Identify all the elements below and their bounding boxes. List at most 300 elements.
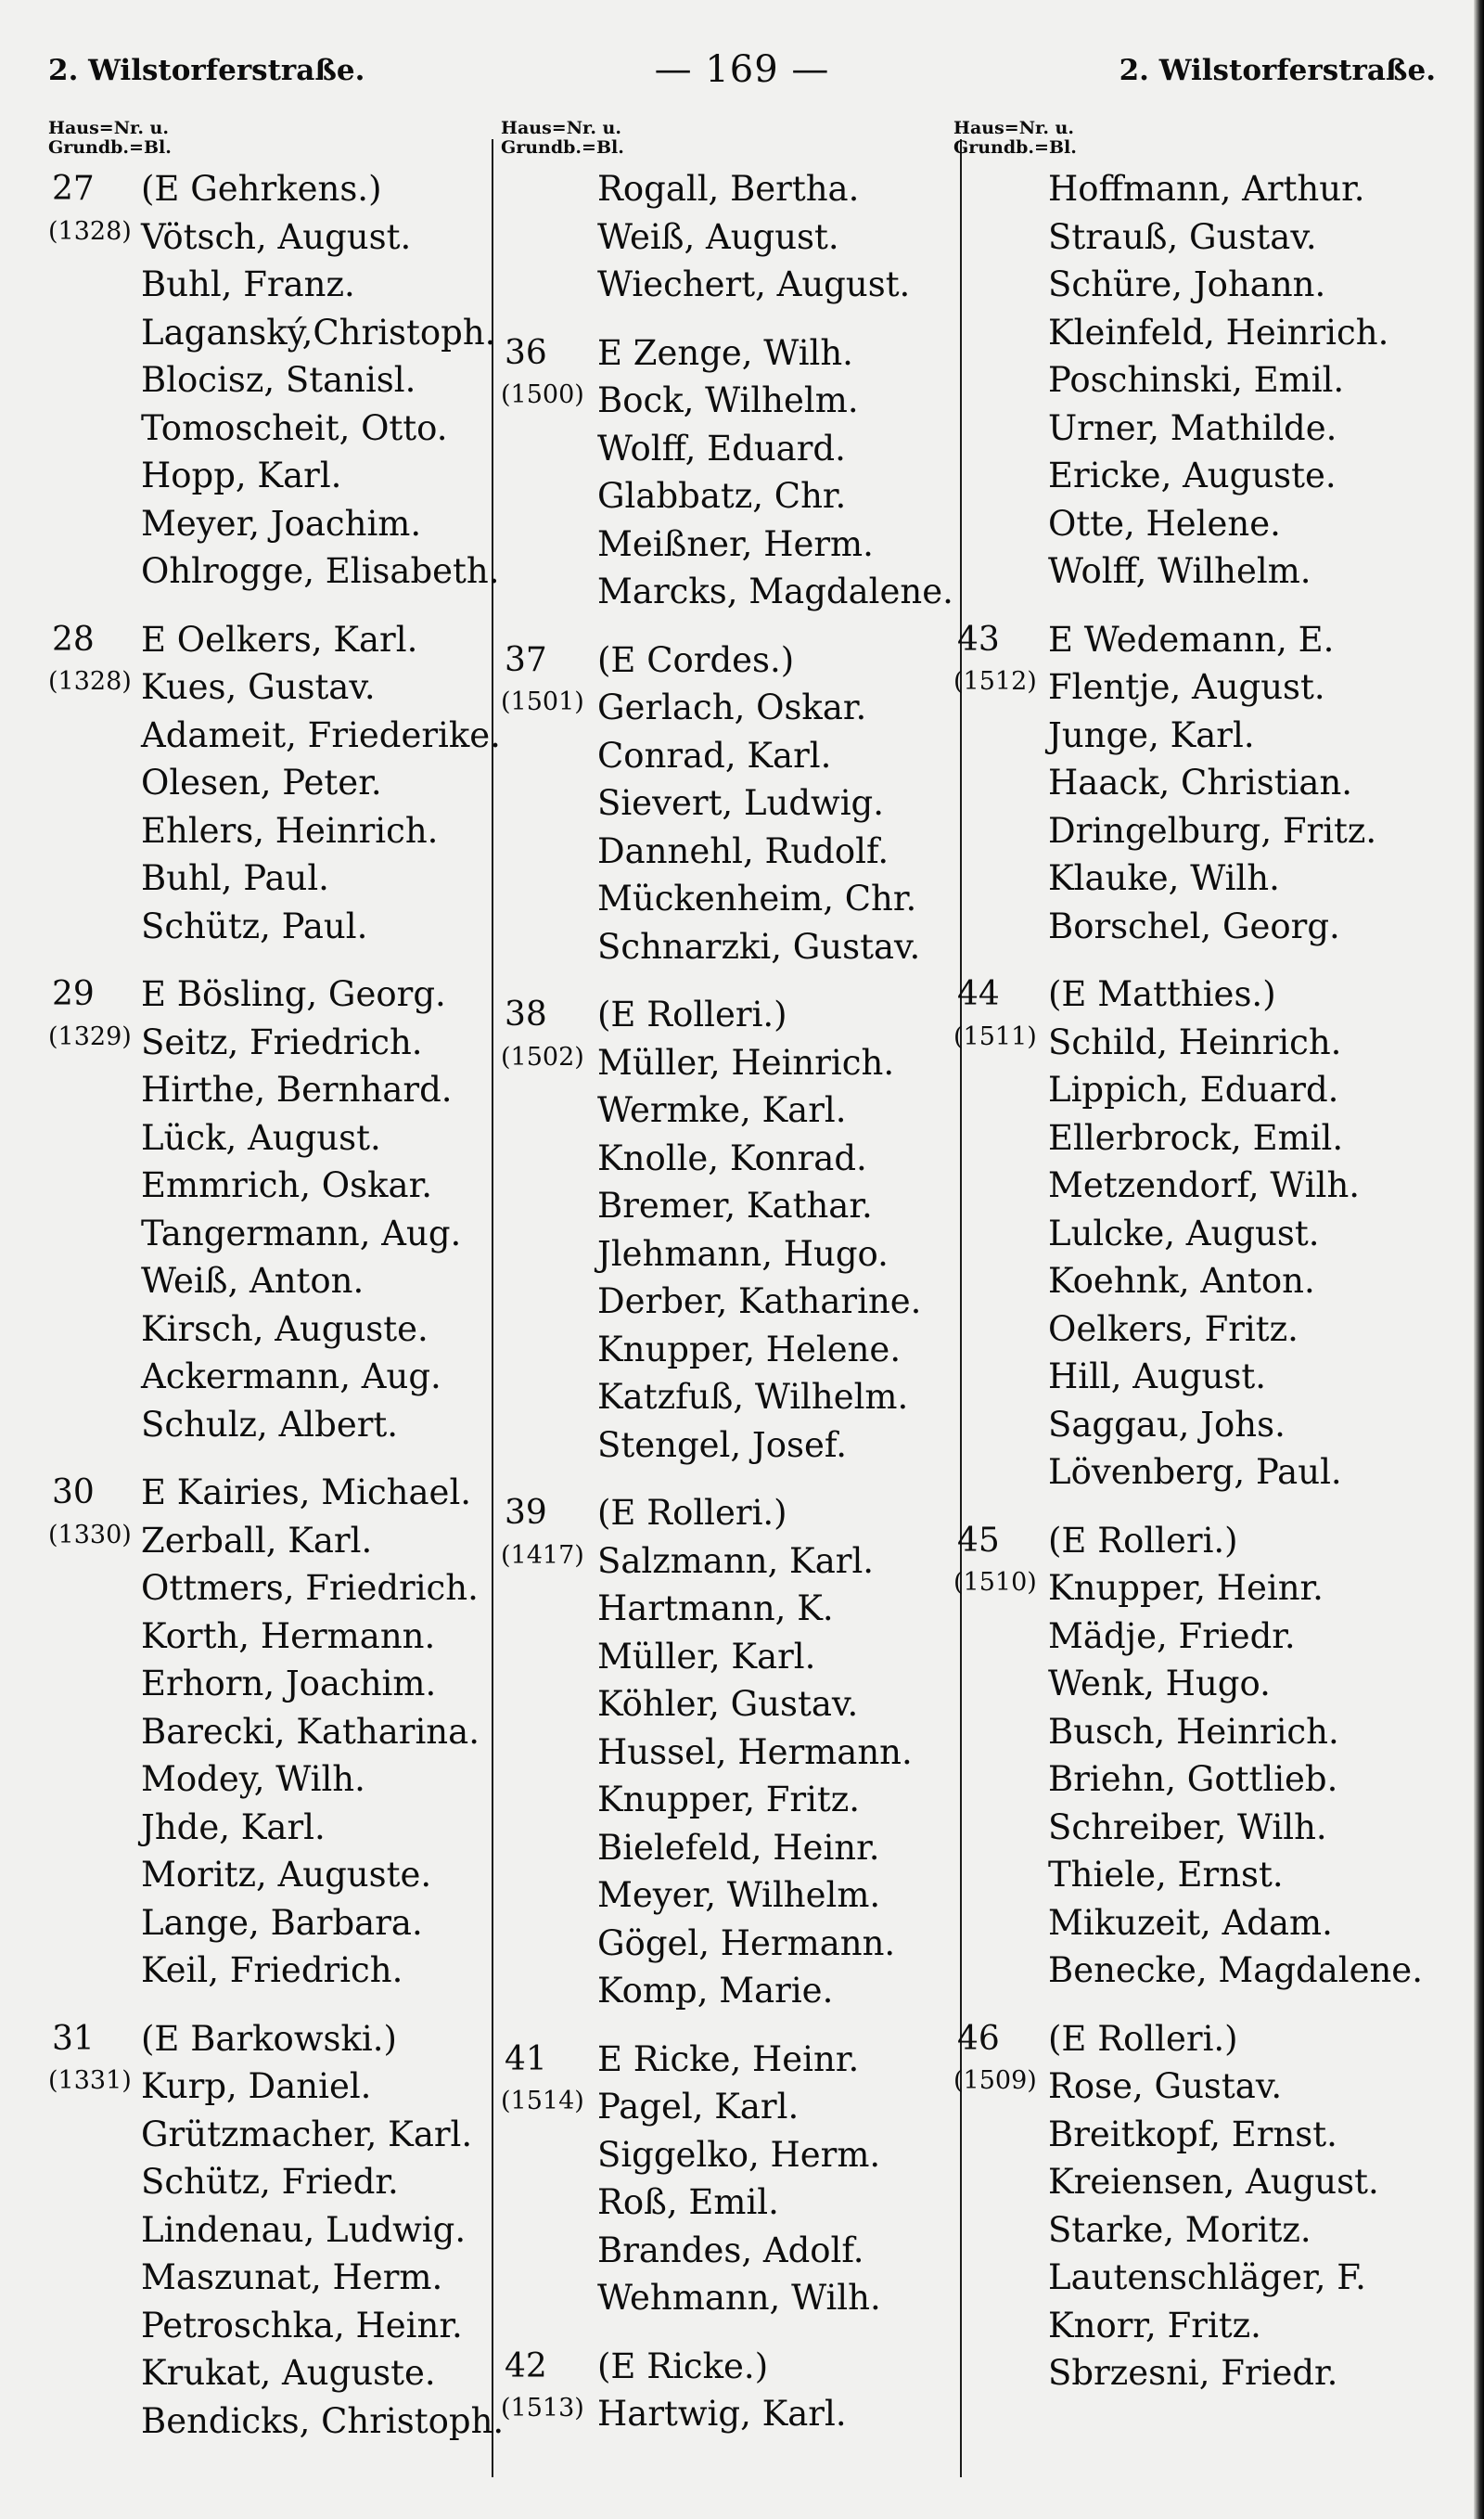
list-item [501, 1326, 944, 1374]
resident-name: Knolle, Konrad. [597, 1137, 867, 1178]
resident-name: Hartmann, K. [597, 1588, 834, 1628]
resident-name: Sievert, Ludwig. [597, 783, 884, 823]
resident-name: Kurp, Daniel. [141, 2066, 372, 2106]
land-register-number: (1511) [953, 1022, 1037, 1051]
group-spacer [953, 596, 1436, 616]
list-item [501, 2343, 944, 2391]
list-item [501, 2178, 944, 2227]
resident-name: Schulz, Albert. [141, 1404, 399, 1445]
list-item [953, 1851, 1436, 1899]
resident-name: Sbrzesni, Friedr. [1048, 2353, 1338, 2393]
house-group [953, 1517, 1436, 1995]
resident-name: Hirthe, Bernhard. [141, 1070, 453, 1110]
list-item [48, 712, 501, 760]
list-item [953, 1613, 1436, 1661]
resident-name: Dringelburg, Fritz. [1048, 810, 1377, 851]
resident-name: Pagel, Karl. [597, 2087, 800, 2127]
resident-name: Wehmann, Wilh. [597, 2278, 881, 2318]
list-item [48, 1851, 492, 1899]
resident-name: Hopp, Karl. [141, 456, 342, 495]
list-item [48, 500, 492, 548]
list-item [953, 1353, 1436, 1401]
resident-name: Kirsch, Auguste. [141, 1308, 429, 1349]
resident-name: Lange, Barbara. [141, 1902, 423, 1943]
resident-name: Junge, Karl. [1048, 714, 1255, 755]
list-item [48, 452, 492, 500]
list-item [501, 165, 944, 213]
group-spacer [953, 1995, 1436, 2015]
land-register-number: (1509) [953, 2066, 1037, 2095]
resident-name: Lautenschläger, F. [1048, 2257, 1366, 2297]
list-item [953, 712, 1436, 760]
land-register-number: (1502) [501, 1042, 584, 1072]
list-item [501, 2227, 944, 2275]
resident-name: (E Matthies.) [1048, 974, 1276, 1014]
resident-name: Mückenheim, Chr. [597, 879, 917, 919]
resident-name: Wermke, Karl. [597, 1090, 847, 1130]
list-item [953, 1517, 1436, 1565]
house-number: 39 [505, 1494, 547, 1532]
resident-name: Katzfuß, Wilhelm. [597, 1377, 909, 1417]
list-item [953, 2206, 1436, 2255]
house-group [953, 616, 1436, 951]
list-item [501, 2083, 944, 2131]
list-item [48, 1947, 492, 1995]
resident-name: Siggelko, Herm. [597, 2134, 881, 2175]
list-item [48, 213, 492, 262]
list-item [48, 2349, 492, 2397]
resident-name: Knupper, Fritz. [597, 1780, 861, 1819]
column-heading-line: Haus=Nr. u. [48, 118, 169, 138]
resident-name: Mädje, Friedr. [1048, 1615, 1296, 1656]
resident-name: Busch, Heinrich. [1048, 1711, 1339, 1752]
resident-name: Meyer, Wilhelm. [597, 1875, 881, 1915]
list-item [501, 1086, 944, 1135]
list-item [48, 616, 492, 664]
list-item [501, 1776, 944, 1824]
list-item [953, 1804, 1436, 1852]
list-item [501, 1967, 944, 2015]
resident-name: Ottmers, Friedrich. [141, 1568, 479, 1608]
house-group [48, 616, 501, 951]
resident-name: Glabbatz, Chr. [597, 476, 847, 516]
list-item [501, 1824, 944, 1872]
resident-name: Oelkers, Fritz. [1048, 1308, 1298, 1349]
resident-name: Ericke, Auguste. [1048, 456, 1337, 495]
list-item [48, 2397, 505, 2446]
list-item [501, 329, 944, 378]
resident-name: Schnarzki, Gustav. [597, 926, 921, 967]
group-spacer [501, 616, 944, 636]
list-item [48, 1613, 492, 1661]
resident-name: E Zenge, Wilh. [597, 332, 853, 373]
house-number: 29 [52, 975, 95, 1013]
resident-name: Thiele, Ernst. [1048, 1855, 1284, 1895]
list-item [501, 1920, 944, 1968]
column-heading-line: Grundb.=Bl. [48, 137, 172, 158]
resident-name: Korth, Hermann. [141, 1615, 436, 1656]
resident-name: (E Barkowski.) [141, 2018, 397, 2059]
list-item [953, 500, 1436, 548]
list-item [953, 1448, 1436, 1497]
land-register-number: (1329) [48, 1022, 132, 1051]
group-spacer [501, 2015, 944, 2036]
house-group [48, 165, 500, 596]
resident-name: Ackermann, Aug. [141, 1356, 441, 1396]
column-divider [492, 139, 493, 2477]
list-item [953, 1401, 1436, 1449]
list-item [501, 1373, 944, 1421]
house-group [501, 329, 953, 616]
resident-name: Barecki, Katharina. [141, 1711, 480, 1752]
list-item [48, 2302, 492, 2350]
resident-name: Schütz, Paul. [141, 906, 368, 946]
list-item [501, 425, 944, 473]
house-group [953, 970, 1436, 1497]
running-head-right: 2. Wilstorferstraße. [1119, 54, 1436, 87]
resident-name: Bock, Wilhelm. [597, 380, 859, 420]
resident-name: Bendicks, Christoph. [141, 2400, 505, 2441]
resident-name: Stengel, Josef. [597, 1424, 848, 1465]
list-item [48, 807, 492, 855]
resident-name: Rogall, Bertha. [597, 169, 860, 209]
list-item [953, 2302, 1436, 2350]
list-item [953, 261, 1436, 309]
resident-name: Flentje, August. [1048, 667, 1325, 707]
resident-name: Meyer, Joachim. [141, 503, 422, 544]
list-item [501, 568, 953, 616]
land-register-number: (1331) [48, 2066, 132, 2095]
resident-name: Lippich, Eduard. [1048, 1070, 1339, 1110]
house-group [501, 165, 944, 309]
list-item [48, 1162, 492, 1210]
column-heading-line: Haus=Nr. u. [501, 118, 621, 138]
list-item [953, 452, 1436, 500]
resident-name: Saggau, Johs. [1048, 1404, 1286, 1445]
list-item [953, 1899, 1436, 1947]
resident-name: Lövenberg, Paul. [1048, 1452, 1342, 1492]
list-item [501, 2036, 944, 2084]
land-register-number: (1513) [501, 2394, 584, 2423]
land-register-number: (1417) [501, 1540, 584, 1570]
house-number: 41 [505, 2039, 547, 2078]
resident-name: Kleinfeld, Heinrich. [1048, 312, 1389, 353]
resident-name: Bremer, Kathar. [597, 1186, 873, 1226]
resident-name: Knupper, Heinr. [1048, 1568, 1324, 1608]
list-item [48, 1401, 492, 1449]
list-item [501, 1633, 944, 1681]
resident-name: Emmrich, Oskar. [141, 1165, 432, 1205]
list-item [48, 1708, 492, 1756]
list-item [48, 2111, 492, 2159]
group-spacer [501, 970, 944, 991]
resident-name: Poschinski, Emil. [1048, 360, 1345, 400]
list-item [501, 991, 944, 1039]
resident-name: Bielefeld, Heinr. [597, 1827, 880, 1868]
house-number: 31 [52, 2019, 95, 2058]
house-number: 37 [505, 640, 547, 679]
list-item [501, 1039, 944, 1087]
resident-name: E Kairies, Michael. [141, 1472, 472, 1512]
resident-name: (E Rolleri.) [1048, 1520, 1238, 1561]
group-spacer [953, 950, 1436, 970]
resident-name: Marcks, Magdalene. [597, 572, 953, 611]
list-item [953, 309, 1436, 357]
resident-name: Salzmann, Karl. [597, 1540, 875, 1581]
resident-name: Starke, Moritz. [1048, 2209, 1311, 2250]
list-item [48, 1564, 492, 1613]
resident-name: Koehnk, Anton. [1048, 1261, 1315, 1301]
column-heading [501, 119, 944, 165]
list-item [501, 1729, 944, 1777]
list-item [953, 663, 1436, 712]
list-item [501, 732, 944, 780]
column-3 [953, 119, 1436, 2485]
list-item [48, 663, 492, 712]
house-group [48, 1469, 492, 1995]
house-number: 28 [52, 620, 95, 659]
resident-name: Brandes, Adolf. [597, 2230, 864, 2270]
list-item [48, 1305, 492, 1354]
list-item [501, 1230, 944, 1279]
list-item [501, 2390, 944, 2438]
resident-name: Jhde, Karl. [141, 1806, 326, 1847]
group-spacer [48, 950, 492, 970]
list-item [953, 1114, 1436, 1163]
resident-name: Gerlach, Oskar. [597, 688, 867, 727]
resident-name: Ehlers, Heinrich. [141, 810, 439, 851]
list-item [501, 923, 944, 971]
resident-name: E Ricke, Heinr. [597, 2038, 860, 2079]
resident-name: Lulcke, August. [1048, 1213, 1320, 1253]
list-item [953, 2158, 1436, 2206]
list-item [953, 1660, 1436, 1708]
list-item [501, 521, 944, 569]
house-group [48, 2015, 505, 2446]
resident-name: Hoffmann, Arthur. [1048, 169, 1365, 209]
list-item [953, 2254, 1436, 2302]
list-item [501, 1871, 944, 1920]
resident-name: Tangermann, Aug. [141, 1213, 462, 1253]
house-number: 42 [505, 2346, 547, 2385]
list-item [953, 1755, 1436, 1804]
land-register-number: (1501) [501, 688, 584, 716]
resident-name: Olesen, Peter. [141, 763, 382, 803]
resident-name: Meißner, Herm. [597, 523, 874, 564]
list-item [501, 472, 944, 521]
resident-name: Maszunat, Herm. [141, 2257, 443, 2297]
resident-name: Lindenau, Ludwig. [141, 2209, 467, 2250]
group-spacer [48, 1995, 492, 2015]
list-item [953, 1708, 1436, 1756]
list-item [953, 2349, 1436, 2397]
house-number: 46 [957, 2019, 1000, 2058]
list-item [501, 377, 944, 425]
list-item [953, 165, 1436, 213]
list-item [953, 616, 1436, 664]
resident-name: (E Rolleri.) [597, 1493, 787, 1533]
resident-name: Conrad, Karl. [597, 735, 832, 776]
resident-name: Hill, August. [1048, 1356, 1266, 1396]
list-item [48, 1804, 492, 1852]
house-group [501, 1489, 944, 2015]
resident-name: Adameit, Friederike. [141, 714, 501, 755]
resident-name: E Bösling, Georg. [141, 974, 446, 1014]
list-item [48, 1517, 492, 1565]
list-item [953, 356, 1436, 405]
resident-name: Seitz, Friedrich. [141, 1022, 423, 1062]
list-item [48, 165, 492, 213]
land-register-number: (1500) [501, 380, 584, 409]
house-group [48, 970, 492, 1448]
list-item [48, 2254, 492, 2302]
resident-name: Urner, Mathilde. [1048, 407, 1337, 448]
list-item [953, 2015, 1436, 2063]
resident-name: Moritz, Auguste. [141, 1855, 432, 1895]
group-spacer [953, 1497, 1436, 1517]
resident-name: Modey, Wilh. [141, 1759, 365, 1799]
running-head-left: 2. Wilstorferstraße. [48, 54, 365, 87]
page-edge-shadow [1474, 0, 1484, 2519]
list-item [501, 1489, 944, 1537]
list-item [48, 356, 492, 405]
list-item [501, 636, 944, 685]
list-item [501, 1537, 944, 1586]
list-item [48, 1469, 492, 1517]
list-item [953, 903, 1436, 951]
resident-name: Strauß, Gustav. [1048, 216, 1317, 257]
resident-name: Erhorn, Joachim. [141, 1664, 437, 1703]
land-register-number: (1510) [953, 1568, 1037, 1597]
resident-name: Wolff, Wilhelm. [1048, 551, 1311, 591]
resident-name: Blocisz, Stanisl. [141, 360, 416, 400]
resident-name: Schild, Heinrich. [1048, 1022, 1342, 1062]
list-item [953, 1257, 1436, 1305]
resident-name: (E Gehrkens.) [141, 169, 382, 209]
resident-name: Mikuzeit, Adam. [1048, 1902, 1333, 1943]
list-item [501, 875, 944, 923]
land-register-number: (1330) [48, 1520, 132, 1549]
resident-name: Müller, Karl. [597, 1636, 816, 1677]
list-item [48, 2206, 492, 2255]
resident-name: Köhler, Gustav. [597, 1684, 859, 1724]
list-item [48, 1257, 492, 1305]
list-item [953, 1947, 1436, 1995]
resident-name: Vötsch, August. [141, 216, 412, 257]
list-item [501, 1135, 944, 1183]
land-register-number: (1328) [48, 667, 132, 696]
list-item [953, 807, 1436, 855]
resident-name: Ohlrogge, Elisabeth. [141, 551, 500, 591]
resident-name: Kues, Gustav. [141, 667, 376, 707]
resident-name: Schreiber, Wilh. [1048, 1806, 1327, 1847]
list-item [501, 1585, 944, 1633]
list-item [501, 2274, 944, 2322]
land-register-number: (1512) [953, 667, 1037, 696]
list-item [48, 1899, 492, 1947]
list-item [501, 261, 944, 309]
resident-name: (E Cordes.) [597, 639, 795, 680]
house-group [501, 2343, 944, 2438]
list-item [48, 2063, 492, 2111]
list-item [48, 1066, 492, 1114]
resident-name: Laganský,Christoph. [141, 312, 496, 353]
list-item [48, 405, 492, 453]
list-item [953, 1162, 1436, 1210]
resident-name: Petroschka, Heinr. [141, 2305, 463, 2345]
list-item [48, 903, 492, 951]
resident-name: Derber, Katharine. [597, 1281, 922, 1321]
list-item [953, 855, 1436, 903]
resident-name: Buhl, Paul. [141, 858, 329, 898]
house-group [501, 636, 944, 971]
list-item [953, 1305, 1436, 1354]
house-group [501, 991, 944, 1469]
house-number: 44 [957, 975, 1000, 1013]
list-item [501, 1680, 944, 1729]
resident-name: Wolff, Eduard. [597, 428, 846, 469]
column-heading-line: Grundb.=Bl. [501, 137, 624, 158]
group-spacer [501, 2322, 944, 2343]
list-item [48, 1114, 492, 1163]
land-register-number: (1328) [48, 216, 132, 246]
list-item [953, 1564, 1436, 1613]
resident-name: Keil, Friedrich. [141, 1950, 403, 1990]
resident-name: Wenk, Hugo. [1048, 1664, 1271, 1703]
list-item [953, 1019, 1436, 1067]
resident-name: Borschel, Georg. [1048, 906, 1340, 946]
resident-name: Jlehmann, Hugo. [597, 1233, 889, 1274]
house-number: 30 [52, 1473, 95, 1511]
resident-name: Hussel, Hermann. [597, 1731, 913, 1772]
resident-name: Wiechert, August. [597, 264, 911, 304]
house-group [501, 2036, 944, 2322]
list-item [48, 970, 492, 1019]
list-item [48, 1210, 492, 1258]
resident-name: (E Rolleri.) [597, 995, 787, 1035]
list-item [48, 1660, 492, 1708]
resident-name: Briehn, Gottlieb. [1048, 1759, 1338, 1799]
resident-name: Ellerbrock, Emil. [1048, 1117, 1344, 1158]
running-head [48, 48, 1436, 95]
resident-name: E Oelkers, Karl. [141, 619, 418, 660]
resident-name: Weiß, Anton. [141, 1261, 365, 1301]
column-heading-line: Grundb.=Bl. [953, 137, 1077, 158]
resident-name: Grützmacher, Karl. [141, 2114, 473, 2154]
list-item [501, 213, 944, 262]
resident-name: Breitkopf, Ernst. [1048, 2114, 1337, 2154]
list-item [48, 261, 492, 309]
resident-name: Lück, August. [141, 1117, 381, 1158]
list-item [48, 759, 492, 807]
list-item [48, 2158, 492, 2206]
list-item [48, 1353, 492, 1401]
list-item [501, 1421, 944, 1470]
resident-name: Kreiensen, August. [1048, 2162, 1379, 2202]
resident-name: Knupper, Helene. [597, 1329, 902, 1369]
resident-name: Tomoscheit, Otto. [141, 407, 448, 448]
group-spacer [48, 1448, 492, 1469]
resident-name: Dannehl, Rudolf. [597, 830, 889, 871]
list-item [501, 828, 944, 876]
resident-name: Schüre, Johann. [1048, 264, 1326, 304]
list-item [953, 1210, 1436, 1258]
house-number: 45 [957, 1521, 1000, 1560]
list-item [953, 2111, 1436, 2159]
resident-name: Weiß, August. [597, 216, 839, 257]
list-item [501, 779, 944, 828]
list-item [953, 759, 1436, 807]
